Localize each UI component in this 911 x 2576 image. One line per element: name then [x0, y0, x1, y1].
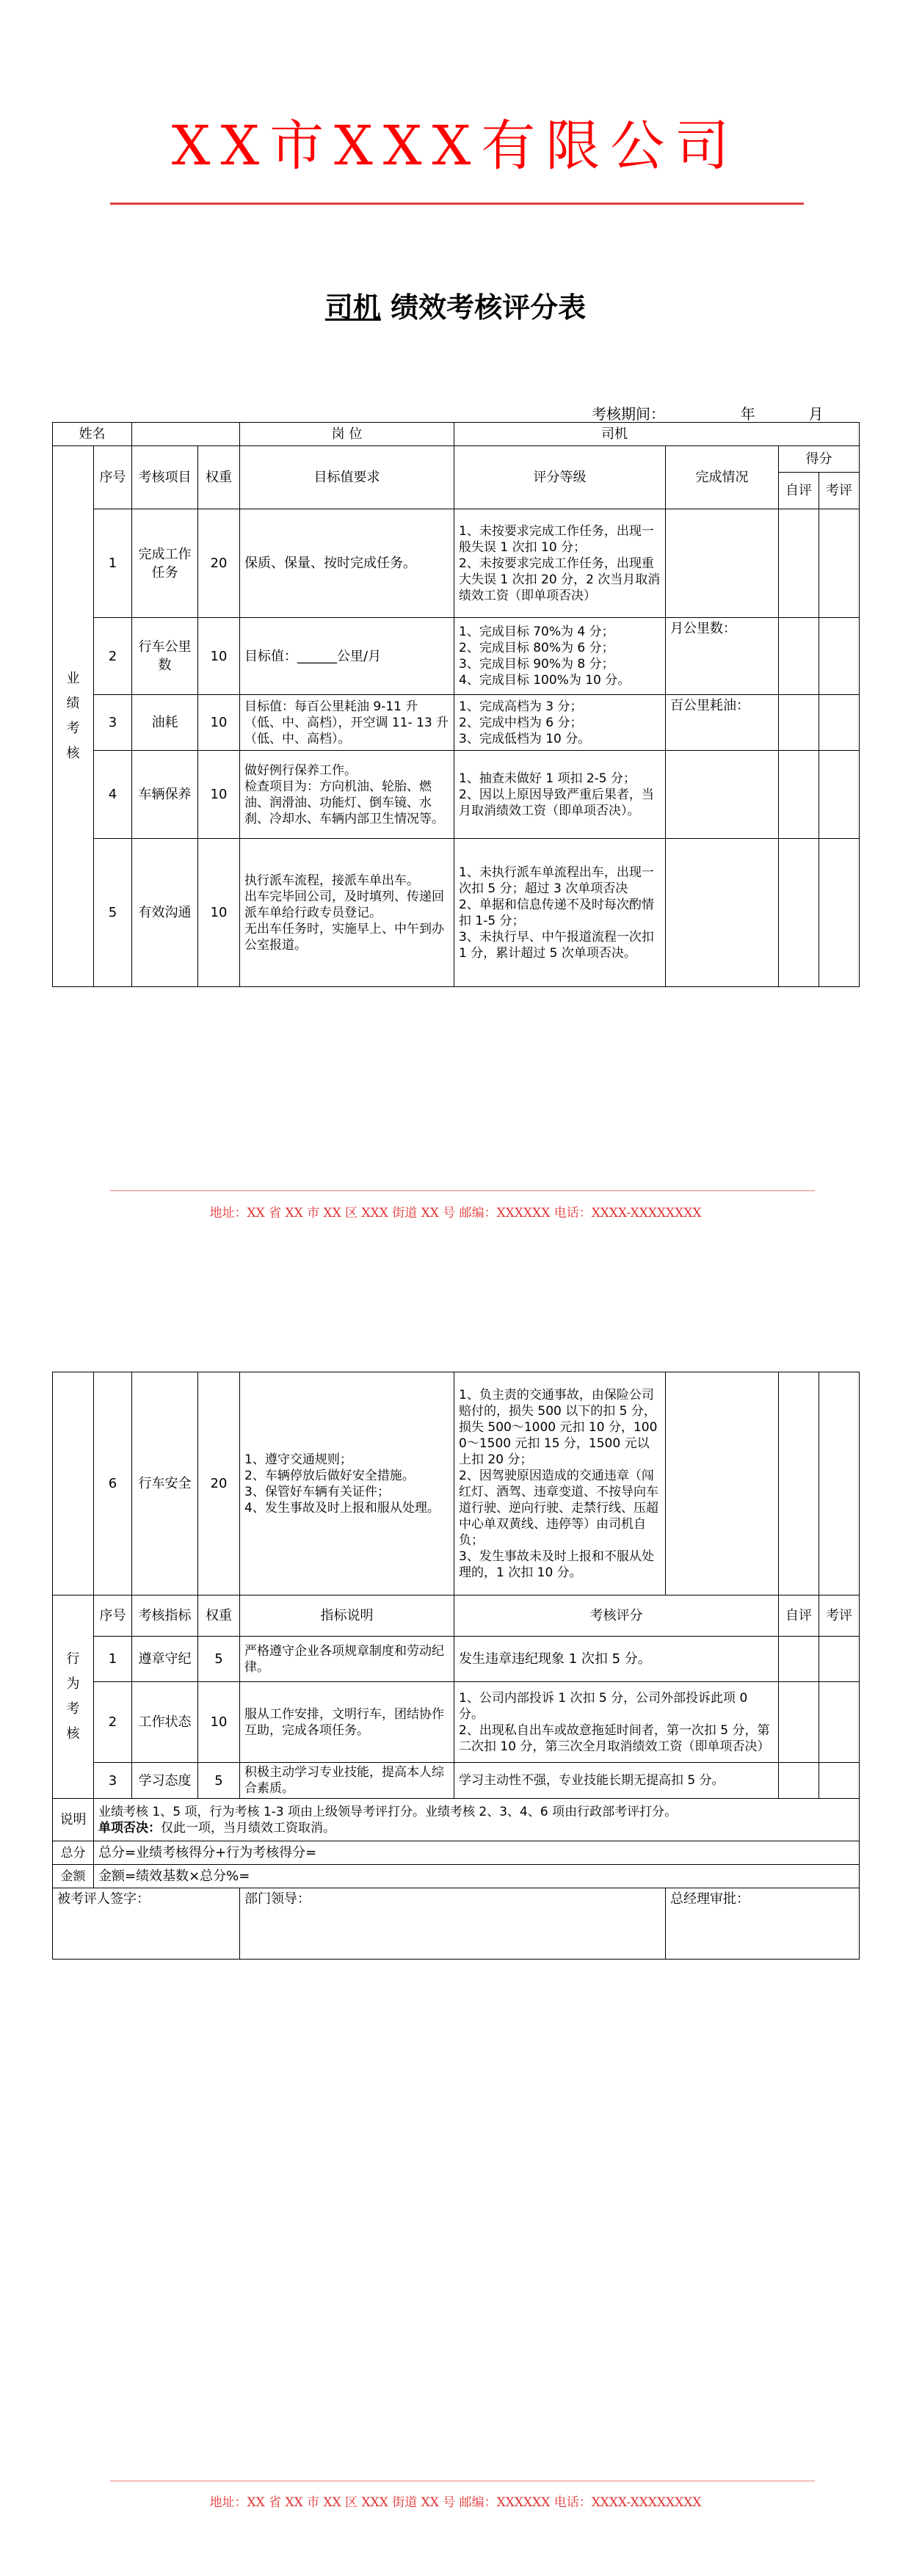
row-desc: 严格遵守企业各项规章制度和劳动纪律。 [240, 1637, 454, 1682]
col-seq: 序号 [94, 446, 132, 509]
table-row [53, 839, 860, 987]
row-self-score[interactable] [779, 695, 819, 751]
row-item: 行车公里数 [132, 618, 198, 695]
signature-row [53, 1888, 860, 1960]
row-target: 执行派车流程，接派车单出车。 出车完毕回公司，及时填列、传递回派车单给行政专员登记。 无出车任务时，实施早上、中午到办公室报道。 [240, 839, 454, 987]
row-eval-score[interactable] [819, 618, 860, 695]
perf-section-label [53, 446, 94, 987]
footer-divider [110, 1190, 815, 1191]
behav-col-item: 考核指标 [132, 1596, 198, 1637]
row-no: 2 [94, 618, 132, 695]
behav-section-label [53, 1596, 94, 1799]
period-month: 月 [808, 405, 824, 423]
amount-label: 金额 [53, 1865, 94, 1888]
name-value[interactable] [132, 423, 240, 446]
row-item: 油耗 [132, 695, 198, 751]
row-no: 5 [94, 839, 132, 987]
row-eval-score[interactable] [819, 839, 860, 987]
row-no: 2 [94, 1682, 132, 1763]
row-status[interactable] [666, 509, 779, 618]
behav-col-seq: 序号 [94, 1596, 132, 1637]
row-desc: 积极主动学习专业技能，提高本人综合素质。 [240, 1763, 454, 1799]
row-no: 3 [94, 695, 132, 751]
page-2 [0, 1288, 911, 2576]
post-value: 司机 [454, 423, 860, 446]
behav-col-self: 自评 [779, 1596, 819, 1637]
row-weight: 10 [198, 839, 240, 987]
table-row [53, 695, 860, 751]
col-weight: 权重 [198, 446, 240, 509]
row-grade [454, 509, 666, 618]
row-weight: 10 [198, 618, 240, 695]
row-no: 4 [94, 751, 132, 839]
page-footer: 地址：XX 省 XX 市 XX 区 XXX 街道 XX 号 邮编：XXXXXX 电话：XXXX-XXXXXXXX [209, 1206, 702, 1220]
row-target: 目标值：______公里/月 [240, 618, 454, 695]
row-eval-score[interactable] [819, 1763, 860, 1799]
row-eval-score[interactable] [819, 1682, 860, 1763]
row-self-score[interactable] [779, 1763, 819, 1799]
row-eval-score[interactable] [819, 695, 860, 751]
row-item: 学习态度 [132, 1763, 198, 1799]
row-self-score[interactable] [779, 751, 819, 839]
behav-label-text: 行为考核 [66, 1651, 80, 1742]
row-status[interactable] [666, 751, 779, 839]
table-row [53, 509, 860, 618]
notes-line-2: 仅此一项，当月绩效工资取消。 [161, 1820, 335, 1835]
row-grade: 1、未执行派车单流程出车，出现一次扣 5 分；超过 3 次单项否决 2、单据和信息传递不及时每次酌情扣 1-5 分； 3、未执行早、中午报道流程一次扣 1 分，累计超过 5 次单项否决。 [454, 839, 666, 987]
table-row [53, 1372, 860, 1596]
row-status[interactable]: 月公里数： [666, 618, 779, 695]
row-grade: 1、完成高档为 3 分； 2、完成中档为 6 分； 3、完成低档为 10 分。 [454, 695, 666, 751]
col-target: 目标值要求 [240, 446, 454, 509]
row-eval-score[interactable] [819, 1637, 860, 1682]
total-row [53, 1841, 860, 1865]
row-weight: 10 [198, 695, 240, 751]
notes-row [53, 1799, 860, 1841]
behav-col-desc: 指标说明 [240, 1596, 454, 1637]
row-eval-score[interactable] [819, 509, 860, 618]
row-weight: 5 [198, 1637, 240, 1682]
row-weight: 10 [198, 1682, 240, 1763]
behav-col-weight: 权重 [198, 1596, 240, 1637]
row-grade: 1、抽查未做好 1 项扣 2-5 分； 2、因以上原因导致严重后果者，当月取消绩效工资（即单项否决）。 [454, 751, 666, 839]
table-row [53, 751, 860, 839]
amount-formula[interactable]: 金额=绩效基数×总分%= [94, 1865, 860, 1888]
row-desc: 服从工作安排，文明行车，团结协作互助，完成各项任务。 [240, 1682, 454, 1763]
notes-line-1: 业绩考核 1、5 项，行为考核 1-3 项由上级领导考评打分。业绩考核 2、3、4、6 项由行政部考评打分。 [98, 1804, 678, 1819]
row-item: 车辆保养 [132, 751, 198, 839]
row-target: 保质、保量、按时完成任务。 [240, 509, 454, 618]
row-no: 6 [94, 1372, 132, 1596]
notes-text [94, 1799, 860, 1841]
row-status[interactable]: 百公里耗油： [666, 695, 779, 751]
row-no: 1 [94, 1637, 132, 1682]
table-row [53, 1637, 860, 1682]
row-item: 行车安全 [132, 1372, 198, 1596]
row-item: 工作状态 [132, 1682, 198, 1763]
row-item: 遵章守纪 [132, 1637, 198, 1682]
dept-leader-signature[interactable]: 部门领导： [240, 1888, 666, 1960]
row-self-score[interactable] [779, 509, 819, 618]
row-grade: 1、完成目标 70%为 4 分； 2、完成目标 80%为 6 分； 3、完成目标 90%为 8 分； 4、完成目标 100%为 10 分。 [454, 618, 666, 695]
col-score: 得分 [779, 446, 860, 473]
row-weight: 20 [198, 1372, 240, 1596]
perf-section-continued [53, 1372, 94, 1596]
row-item: 有效沟通 [132, 839, 198, 987]
table-row [53, 1682, 860, 1763]
period-year: 年 [740, 405, 755, 423]
row-self-score[interactable] [779, 618, 819, 695]
row-eval-score[interactable] [819, 751, 860, 839]
total-label: 总分 [53, 1841, 94, 1865]
row-grade: 1、公司内部投诉 1 次扣 5 分，公司外部投诉此项 0 分。 2、出现私自出车或故意拖延时间者，第一次扣 5 分，第二次扣 10 分，第三次全月取消绩效工资（即单项否决） [454, 1682, 779, 1763]
row-item: 完成工作任务 [132, 509, 198, 618]
notes-line-2-bold: 单项否决： [98, 1820, 161, 1835]
row-self-score[interactable] [779, 839, 819, 987]
post-label: 岗 位 [240, 423, 454, 446]
col-status: 完成情况 [666, 446, 779, 509]
row-self-score[interactable] [779, 1372, 819, 1596]
col-item: 考核项目 [132, 446, 198, 509]
row-eval-score[interactable] [819, 1372, 860, 1596]
title-role: 司机 [324, 291, 381, 324]
page-footer: 地址：XX 省 XX 市 XX 区 XXX 街道 XX 号 邮编：XXXXXX 电话：XXXX-XXXXXXXX [209, 2495, 702, 2510]
row-target: 做好例行保养工作。 检查项目为：方向机油、轮胎、燃油、润滑油、功能灯、倒车镜、水刹、冷却水、车辆内部卫生情况等。 [240, 751, 454, 839]
row-weight: 10 [198, 751, 240, 839]
performance-table [52, 422, 860, 987]
row-no: 1 [94, 509, 132, 618]
row-no: 3 [94, 1763, 132, 1799]
assessment-period [592, 402, 823, 423]
row-grade: 学习主动性不强，专业技能长期无提高扣 5 分。 [454, 1763, 779, 1799]
document-title [0, 285, 911, 325]
row-target: 1、遵守交通规则； 2、车辆停放后做好安全措施。 3、保管好车辆有关证件； 4、发生事故及时上报和服从处理。 [240, 1372, 454, 1596]
notes-label: 说明 [53, 1799, 94, 1841]
row-status[interactable] [666, 839, 779, 987]
row-grade: 1、负主责的交通事故，由保险公司赔付的，损失 500 以下的扣 5 分，损失 500～1000 元扣 10 分，1000～1500 元扣 15 分，1500 元以上扣 20 分； 2、因驾驶原因造成的交通违章（闯红灯、酒驾、违章变道、不按导向车道行驶、逆向行驶、走禁行线、压超中心单双黄线、违停等）由司机自负； 3、发生事故未及时上报和不服从处理的，1 次扣 10 分。 [454, 1372, 666, 1596]
header-divider [110, 203, 804, 205]
gm-approval[interactable]: 总经理审批： [666, 1888, 860, 1960]
row-status[interactable] [666, 1372, 779, 1596]
assessee-signature[interactable]: 被考评人签字： [53, 1888, 240, 1960]
company-name: XX市XXX有限公司 [171, 114, 740, 178]
row-target: 目标值：每百公里耗油 9-11 升（低、中、高档），开空调 11- 13 升（低、中、高档）。 [240, 695, 454, 751]
period-label: 考核期间： [592, 405, 665, 423]
col-self: 自评 [779, 473, 819, 509]
col-grade: 评分等级 [454, 446, 666, 509]
title-rest: 绩效考核评分表 [391, 291, 587, 324]
row-weight: 5 [198, 1763, 240, 1799]
behav-col-eval: 考评 [819, 1596, 860, 1637]
row-grade: 发生违章违纪现象 1 次扣 5 分。 [454, 1637, 779, 1682]
name-label: 姓名 [53, 423, 132, 446]
row-self-score[interactable] [779, 1682, 819, 1763]
perf-label-text: 业绩考核 [66, 671, 80, 761]
total-formula[interactable]: 总分=业绩考核得分+行为考核得分= [94, 1841, 860, 1865]
table-row [53, 618, 860, 695]
behav-col-grade: 考核评分 [454, 1596, 779, 1637]
continuation-table [52, 1372, 860, 1960]
amount-row [53, 1865, 860, 1888]
col-eval: 考评 [819, 473, 860, 509]
row-grade-text: 1、未按要求完成工作任务，出现一般失误 1 次扣 10 分； 2、未按要求完成工作任务，出现重大失误 1 次扣 20 分，2 次当月取消绩效工资（即单项否决） [459, 523, 661, 603]
row-weight: 20 [198, 509, 240, 618]
row-self-score[interactable] [779, 1637, 819, 1682]
table-row [53, 1763, 860, 1799]
